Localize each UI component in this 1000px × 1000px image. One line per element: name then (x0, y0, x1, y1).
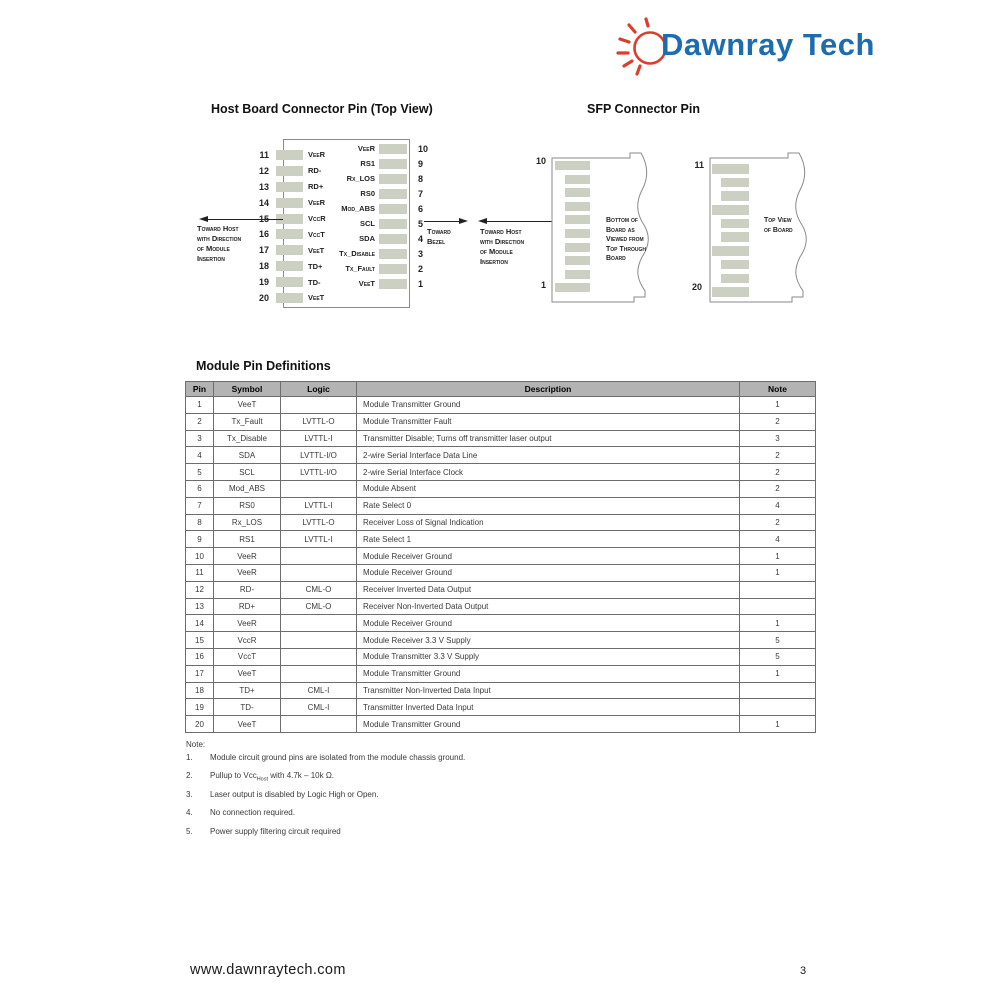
pin-row (250, 195, 326, 211)
cell-note (740, 682, 816, 699)
table-row (186, 665, 816, 682)
table-row (186, 497, 816, 514)
pin-label: RD- (308, 166, 322, 176)
pin-label: Tx_Disable (339, 249, 375, 259)
pin-definitions-table (185, 381, 816, 733)
pin-row (250, 179, 326, 195)
cell-note: 1 (740, 548, 816, 565)
cell-pin: 13 (186, 598, 214, 615)
cell-symbol: RS0 (214, 497, 281, 514)
pin-label: Tx_Fault (345, 264, 375, 274)
pin-label: VeeR (308, 150, 326, 160)
pin-row (329, 201, 428, 216)
dir-text-line: Insertion (480, 257, 508, 266)
cell-symbol: VccT (214, 648, 281, 665)
sfp-top-caption (764, 216, 793, 235)
sfp-bottom-caption (606, 216, 646, 264)
cell-logic (281, 648, 357, 665)
cell-description: Module Transmitter Ground (357, 665, 740, 682)
pin-number: 4 (418, 233, 424, 244)
cell-description: Module Receiver Ground (357, 548, 740, 565)
cell-logic: LVTTL-I (281, 531, 357, 548)
connector-pad (721, 274, 749, 284)
cell-note: 2 (740, 413, 816, 430)
cell-logic: LVTTL-O (281, 514, 357, 531)
cell-logic: CML-O (281, 581, 357, 598)
connector-pad (379, 174, 407, 184)
pin-row (329, 156, 428, 171)
cell-description: Receiver Inverted Data Output (357, 581, 740, 598)
cell-description: Module Receiver 3.3 V Supply (357, 632, 740, 649)
cell-pin: 11 (186, 564, 214, 581)
cell-logic (281, 632, 357, 649)
connector-pad (712, 205, 749, 215)
connector-pad (276, 150, 303, 160)
pin-row (250, 226, 326, 242)
connector-pad (565, 270, 590, 279)
cell-pin: 12 (186, 581, 214, 598)
note-text: Laser output is disabled by Logic High or Open. (210, 789, 379, 799)
pin-row (329, 276, 428, 291)
cell-symbol: Rx_LOS (214, 514, 281, 531)
note-text: No connection required. (210, 808, 295, 818)
cell-description: Module Transmitter 3.3 V Supply (357, 648, 740, 665)
table-row (186, 430, 816, 447)
pin-number: 14 (258, 197, 269, 208)
pin-row (329, 216, 428, 231)
connector-pad (276, 277, 303, 287)
pin-number: 11 (694, 160, 704, 170)
note-item (186, 825, 465, 843)
host-diagram-title: Host Board Connector Pin (Top View) (211, 102, 433, 116)
caption-line: Viewed from (606, 236, 644, 243)
cell-description: Rate Select 1 (357, 531, 740, 548)
cell-symbol: RD+ (214, 598, 281, 615)
pin-number: 11 (259, 149, 269, 160)
connector-pad (565, 202, 590, 211)
toward-bezel-label (427, 227, 451, 247)
connector-pad (379, 204, 407, 214)
caption-line: Top Through (606, 245, 646, 253)
caption-line: Board (606, 255, 626, 262)
cell-description: 2-wire Serial Interface Data Line (357, 447, 740, 464)
pin-label: TD+ (308, 261, 323, 271)
note-item (186, 751, 465, 769)
cell-pin: 9 (186, 531, 214, 548)
note-text: Pullup to Vcc$_{Host}$ with 4.7k – 10k Ω. (210, 771, 335, 783)
caption-line: Top View (764, 217, 792, 224)
connector-pad (721, 260, 749, 270)
table-row (186, 531, 816, 548)
connector-pad (712, 287, 749, 297)
pin-number: 20 (691, 282, 702, 292)
arrow-left-icon (199, 216, 208, 222)
host-right-pin-column (329, 141, 428, 291)
cell-note: 4 (740, 531, 816, 548)
cell-pin: 16 (186, 648, 214, 665)
sfp-top-pads (712, 164, 749, 301)
connector-pad (565, 175, 590, 184)
cell-pin: 19 (186, 699, 214, 716)
note-number: 3. (186, 789, 193, 799)
cell-note (740, 598, 816, 615)
note-text: Module circuit ground pins are isolated from the module chassis ground. (210, 753, 466, 762)
connector-pad (276, 245, 303, 255)
cell-note (740, 699, 816, 716)
toward-host-arrow-sfp (478, 218, 552, 224)
pin-label: VeeR (357, 144, 375, 154)
cell-logic (281, 480, 357, 497)
cell-logic: LVTTL-O (281, 413, 357, 430)
dir-text-line: Toward (427, 227, 451, 236)
pin-row (250, 163, 326, 179)
cell-logic (281, 397, 357, 414)
caption-line: of Board (764, 226, 793, 234)
connector-pad (276, 229, 303, 239)
column-header: Note (740, 382, 816, 397)
cell-note (740, 581, 816, 598)
cell-symbol: RS1 (214, 531, 281, 548)
cell-note: 2 (740, 464, 816, 481)
connector-pad (565, 243, 590, 252)
arrow-right-icon (459, 218, 468, 224)
cell-pin: 7 (186, 497, 214, 514)
pin-number: 19 (258, 277, 269, 288)
sfp-bottom-pads (555, 161, 590, 297)
table-row (186, 699, 816, 716)
cell-symbol: SDA (214, 447, 281, 464)
cell-description: Module Absent (357, 480, 740, 497)
toward-host-label (197, 224, 241, 264)
connector-pad (276, 182, 303, 192)
pin-row (329, 246, 428, 261)
note-item (186, 788, 465, 806)
caption-line: Board as (606, 226, 635, 234)
cell-description: Module Transmitter Fault (357, 413, 740, 430)
pin-row (250, 290, 326, 306)
table-row (186, 632, 816, 649)
cell-logic: LVTTL-I (281, 497, 357, 514)
host-left-pin-column (250, 147, 326, 306)
table-row (186, 464, 816, 481)
pin-number: 12 (258, 165, 269, 176)
pin-label: VeeT (308, 245, 325, 255)
table-row (186, 447, 816, 464)
cell-pin: 20 (186, 716, 214, 733)
cell-symbol: VeeT (214, 665, 281, 682)
note-number: 2. (186, 771, 193, 781)
cell-description: Transmitter Inverted Data Input (357, 699, 740, 716)
connector-pad (276, 293, 303, 303)
cell-pin: 1 (186, 397, 214, 414)
table-header-row (186, 382, 816, 397)
cell-symbol: SCL (214, 464, 281, 481)
cell-symbol: TD- (214, 699, 281, 716)
toward-bezel-arrow (424, 218, 468, 224)
cell-logic: LVTTL-I (281, 430, 357, 447)
table-row (186, 480, 816, 497)
connector-pad (379, 249, 407, 259)
cell-symbol: VeeR (214, 564, 281, 581)
column-header: Logic (281, 382, 357, 397)
pin-label: RS0 (360, 189, 375, 199)
cell-note: 1 (740, 397, 816, 414)
cell-logic (281, 716, 357, 733)
pin-row (250, 242, 326, 258)
connector-pad (721, 191, 749, 201)
cell-pin: 15 (186, 632, 214, 649)
pin-row (329, 231, 428, 246)
connector-pad (721, 232, 749, 242)
cell-description: Rate Select 0 (357, 497, 740, 514)
cell-pin: 18 (186, 682, 214, 699)
cell-description: Receiver Loss of Signal Indication (357, 514, 740, 531)
cell-note: 5 (740, 632, 816, 649)
cell-pin: 6 (186, 480, 214, 497)
table-row (186, 716, 816, 733)
connector-pad (565, 229, 590, 238)
table-row (186, 397, 816, 414)
pin-number: 6 (418, 203, 424, 214)
cell-note: 1 (740, 564, 816, 581)
pin-number: 10 (535, 156, 546, 166)
cell-note: 2 (740, 447, 816, 464)
pin-label: VeeT (308, 293, 325, 303)
pin-number: 8 (418, 173, 424, 184)
connector-pad (379, 159, 407, 169)
note-number: 4. (186, 808, 193, 818)
cell-symbol: TD+ (214, 682, 281, 699)
table-title: Module Pin Definitions (196, 359, 331, 373)
column-header: Pin (186, 382, 214, 397)
cell-note: 1 (740, 716, 816, 733)
cell-description: Receiver Non-Inverted Data Output (357, 598, 740, 615)
connector-pad (379, 264, 407, 274)
dir-text-line: with Direction (197, 234, 242, 243)
cell-description: Transmitter Non-Inverted Data Input (357, 682, 740, 699)
dir-text-line: Toward Host (197, 224, 239, 233)
cell-logic: LVTTL-I/O (281, 447, 357, 464)
connector-pad (379, 144, 407, 154)
pin-number: 7 (418, 188, 424, 199)
toward-host-label-sfp (480, 227, 524, 267)
cell-logic: LVTTL-I/O (281, 464, 357, 481)
cell-symbol: RD- (214, 581, 281, 598)
pin-number: 13 (258, 181, 269, 192)
cell-pin: 5 (186, 464, 214, 481)
cell-description: Module Transmitter Ground (357, 716, 740, 733)
sfp-diagram-title: SFP Connector Pin (587, 102, 700, 116)
cell-symbol: Mod_ABS (214, 480, 281, 497)
column-header: Description (357, 382, 740, 397)
pin-label: VeeR (308, 198, 326, 208)
cell-description: Transmitter Disable; Turns off transmitter laser output (357, 430, 740, 447)
pin-number: 10 (418, 143, 429, 154)
cell-logic: CML-I (281, 699, 357, 716)
cell-pin: 14 (186, 615, 214, 632)
cell-note: 2 (740, 480, 816, 497)
pin-number: 9 (418, 158, 424, 169)
cell-logic (281, 665, 357, 682)
note-text: Power supply filtering circuit required (210, 826, 341, 836)
connector-pad (555, 283, 590, 292)
pin-label: VeeT (358, 279, 375, 289)
cell-logic (281, 548, 357, 565)
cell-description: 2-wire Serial Interface Clock (357, 464, 740, 481)
note-item (186, 806, 465, 824)
cell-description: Module Transmitter Ground (357, 397, 740, 414)
note-item (186, 769, 465, 787)
arrow-left-icon (478, 218, 487, 224)
cell-logic: CML-I (281, 682, 357, 699)
pin-label: VccT (308, 229, 325, 239)
pin-number: 15 (258, 213, 269, 224)
table-row (186, 615, 816, 632)
pin-label: RD+ (308, 182, 324, 192)
connector-pad (721, 219, 749, 229)
pin-row (329, 261, 428, 276)
pin-number: 1 (418, 278, 424, 289)
pin-number: 3 (418, 248, 424, 259)
cell-logic: CML-O (281, 598, 357, 615)
table-row (186, 682, 816, 699)
pin-row (329, 186, 428, 201)
cell-note: 5 (740, 648, 816, 665)
cell-symbol: VeeT (214, 716, 281, 733)
pin-row (329, 171, 428, 186)
pin-label: Rx_LOS (346, 174, 375, 184)
note-number: 5. (186, 826, 193, 836)
table-row (186, 548, 816, 565)
cell-logic (281, 615, 357, 632)
dir-text-line: of Module (197, 244, 230, 253)
note-number: 1. (186, 753, 193, 762)
pin-label: RS1 (360, 159, 375, 169)
connector-pad (565, 256, 590, 265)
caption-line: Bottom of (606, 217, 638, 224)
cell-symbol: Tx_Fault (214, 413, 281, 430)
pin-number: 1 (540, 280, 546, 290)
pin-row (250, 147, 326, 163)
pin-label: VccR (308, 214, 326, 223)
cell-pin: 17 (186, 665, 214, 682)
connector-pad (565, 188, 590, 197)
connector-pad (276, 166, 303, 176)
cell-logic (281, 564, 357, 581)
dir-text-line: Insertion (197, 254, 225, 263)
connector-pad (379, 234, 407, 244)
cell-pin: 2 (186, 413, 214, 430)
cell-description: Module Receiver Ground (357, 564, 740, 581)
pin-label: Mod_ABS (341, 204, 375, 214)
table-row (186, 413, 816, 430)
cell-pin: 4 (186, 447, 214, 464)
pin-number: 20 (258, 292, 269, 303)
cell-pin: 10 (186, 548, 214, 565)
cell-symbol: VeeT (214, 397, 281, 414)
cell-note: 4 (740, 497, 816, 514)
connector-pad (379, 219, 407, 229)
pin-label: TD- (308, 277, 321, 287)
page-number: 3 (800, 965, 807, 977)
dir-text-line: with Direction (480, 237, 525, 246)
connector-pad (555, 161, 590, 170)
cell-note: 2 (740, 514, 816, 531)
table-row (186, 598, 816, 615)
cell-pin: 8 (186, 514, 214, 531)
table-row (186, 648, 816, 665)
connector-pad (712, 246, 749, 256)
notes-section (186, 738, 465, 843)
toward-host-arrow (199, 213, 283, 224)
connector-pad (721, 178, 749, 188)
connector-pad (276, 198, 303, 208)
table-row (186, 514, 816, 531)
connector-pad (712, 164, 749, 174)
notes-label: Note: (186, 740, 206, 749)
logo (612, 12, 875, 78)
dir-text-line: Bezel (427, 237, 446, 246)
cell-symbol: VccR (214, 632, 281, 649)
table-row (186, 581, 816, 598)
column-header: Symbol (214, 382, 281, 397)
cell-pin: 3 (186, 430, 214, 447)
pin-number: 2 (418, 263, 424, 274)
cell-symbol: VeeR (214, 548, 281, 565)
pin-number: 16 (258, 229, 269, 240)
dir-text-line: Toward Host (480, 227, 522, 236)
cell-symbol: VeeR (214, 615, 281, 632)
pin-row (250, 274, 326, 290)
cell-note: 1 (740, 615, 816, 632)
pin-label: SDA (359, 234, 375, 244)
footer-url: www.dawnraytech.com (190, 962, 346, 978)
pin-row (329, 141, 428, 156)
connector-pad (565, 215, 590, 224)
connector-pad (379, 279, 407, 289)
pin-number: 5 (418, 218, 424, 229)
connector-pad (379, 189, 407, 199)
dir-text-line: of Module (480, 247, 513, 256)
logo-text: Dawnray Tech (661, 27, 875, 62)
table-row (186, 564, 816, 581)
cell-note: 1 (740, 665, 816, 682)
pin-number: 18 (258, 261, 269, 272)
cell-description: Module Receiver Ground (357, 615, 740, 632)
cell-note: 3 (740, 430, 816, 447)
connector-pad (276, 261, 303, 271)
pin-label: SCL (360, 219, 375, 229)
pin-row (250, 258, 326, 274)
pin-number: 17 (258, 245, 269, 256)
cell-symbol: Tx_Disable (214, 430, 281, 447)
